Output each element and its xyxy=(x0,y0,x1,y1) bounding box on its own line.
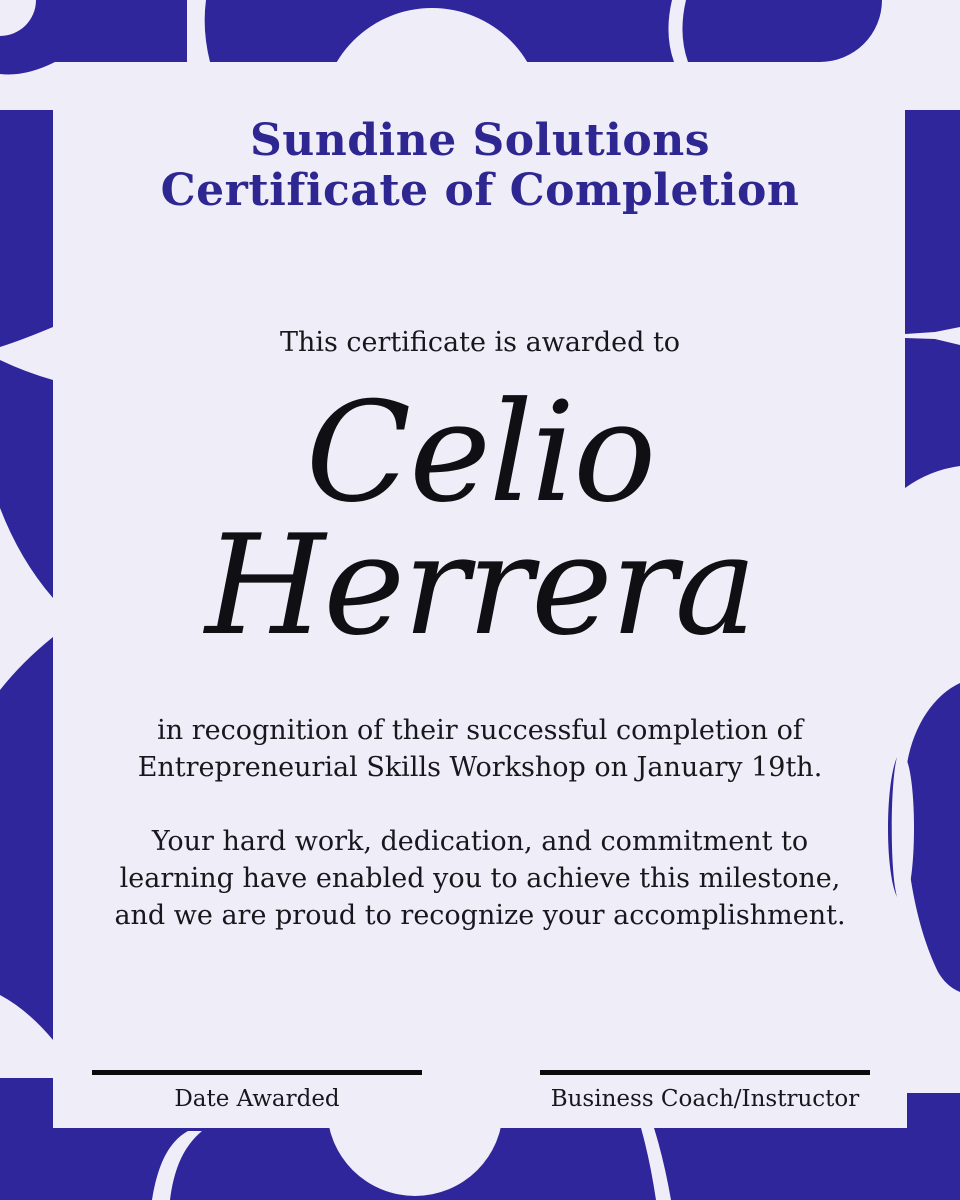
signature-block-date xyxy=(92,1070,422,1112)
message-line: learning have enabled you to achieve this milestone, xyxy=(119,863,841,894)
signature-label-date: Date Awarded xyxy=(174,1086,340,1112)
org-name: Sundine Solutions xyxy=(249,115,710,166)
recipient-name xyxy=(0,372,960,666)
border-bottom-right-block xyxy=(907,1093,960,1200)
message-line: and we are proud to recognize your accomplishment. xyxy=(114,900,846,931)
signature-line-instructor xyxy=(540,1070,870,1075)
signature-line-date xyxy=(92,1070,422,1075)
certificate-type: Certificate of Completion xyxy=(160,165,800,216)
award-intro-text: This certificate is awarded to xyxy=(279,327,681,358)
signature-label-instructor: Business Coach/Instructor xyxy=(550,1086,860,1112)
certificate-title xyxy=(0,116,960,216)
recipient-last-name: Herrera xyxy=(205,505,755,666)
recipient-first-name: Celio xyxy=(305,372,655,533)
recognition-line: in recognition of their successful completion of xyxy=(157,715,803,746)
message-paragraph xyxy=(0,823,960,934)
signature-block-instructor xyxy=(540,1070,870,1112)
message-line: Your hard work, dedication, and commitment to xyxy=(151,826,809,857)
border-top-band-right xyxy=(682,0,882,62)
recognition-line: Entrepreneurial Skills Workshop on January 19th. xyxy=(137,752,823,783)
recognition-paragraph xyxy=(0,712,960,786)
border-bottom-left-block xyxy=(0,1078,53,1200)
